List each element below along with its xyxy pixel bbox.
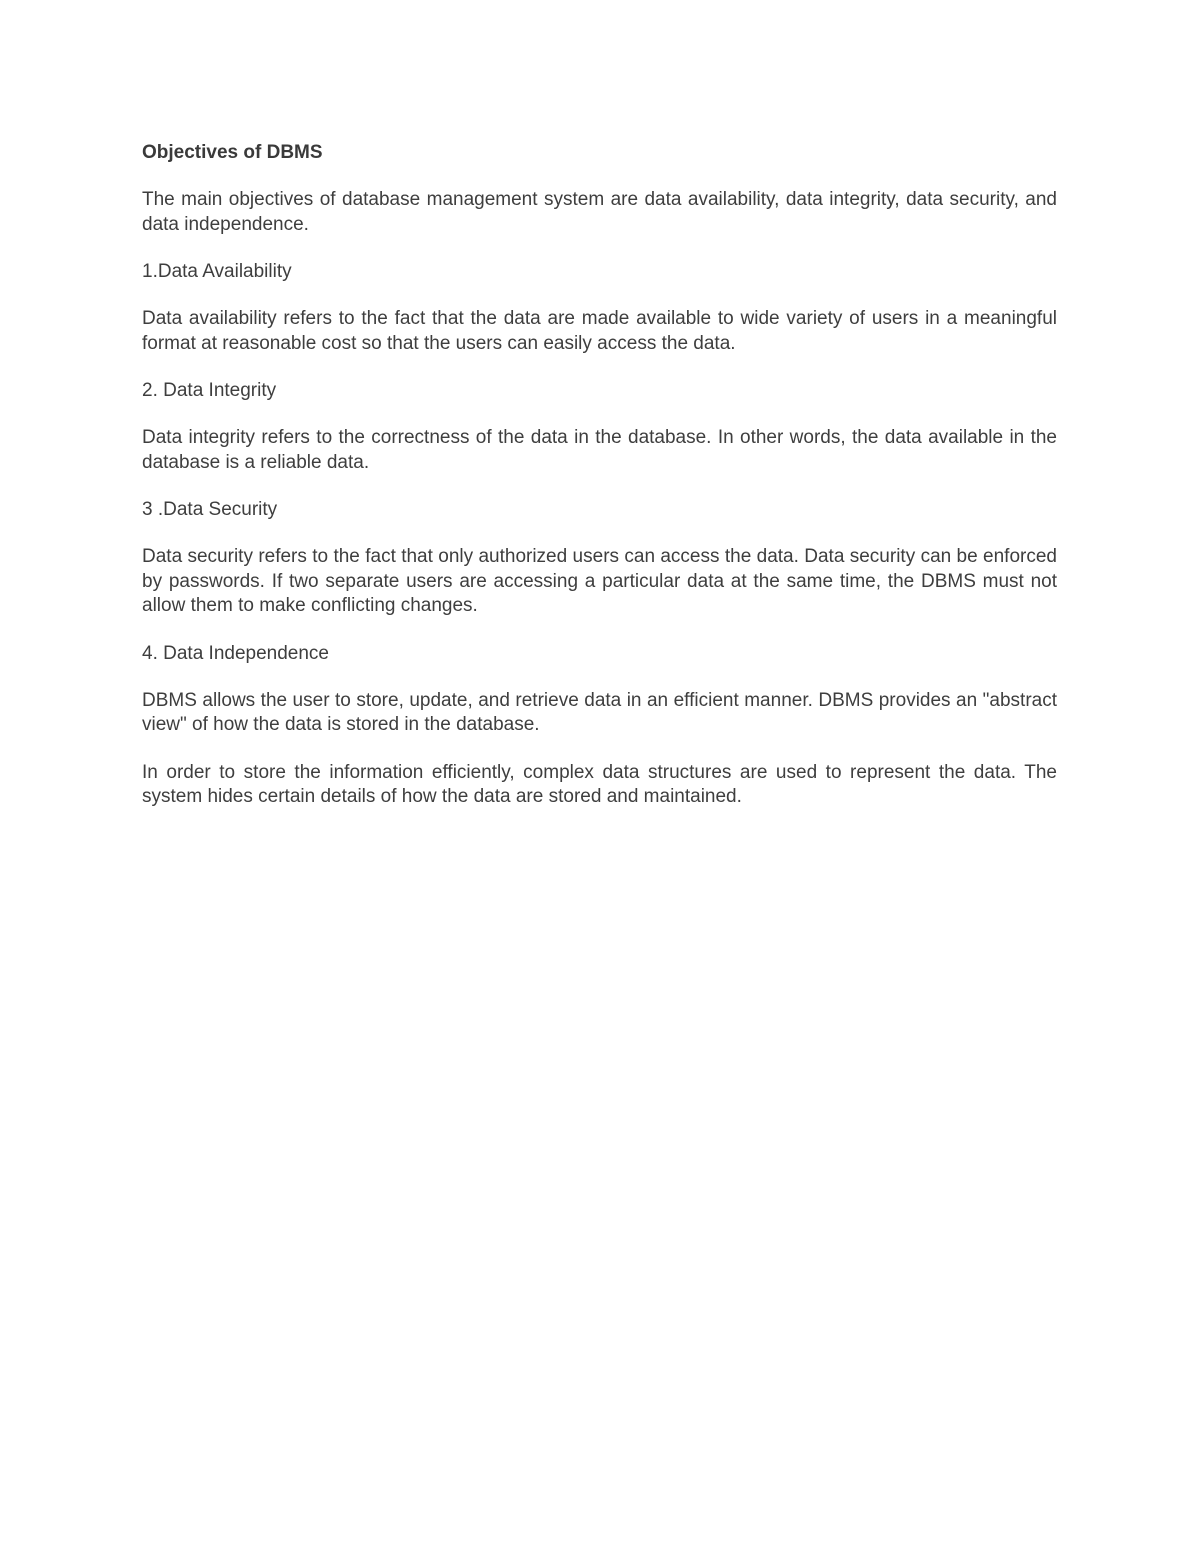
document-body (142, 141, 1057, 833)
intro-paragraph: The main objectives of database management system are data availability, data integrity, data security, and data independence. (142, 189, 1057, 235)
section-paragraph: Data availability refers to the fact that the data are made available to wide variety of users in a meaningful format at reasonable cost so that the users can easily access the data. (142, 308, 1057, 354)
section-heading-data-independence: 4. Data Independence (142, 642, 329, 664)
section-paragraph: Data integrity refers to the correctness of the data in the database. In other words, the data available in the database is a reliable data. (142, 427, 1057, 473)
section-paragraph: Data security refers to the fact that only authorized users can access the data. Data security can be enforced by passwords. If two separate users are accessing a particular data at the same time, the DBMS must not allow them to make conflicting changes. (142, 546, 1057, 616)
document-title: Objectives of DBMS (142, 142, 323, 163)
section-paragraph: DBMS allows the user to store, update, and retrieve data in an efficient manner. DBMS provides an "abstract view" of how the data is stored in the database. (142, 689, 1057, 735)
section-heading-data-availability: 1.Data Availability (142, 261, 292, 282)
section-paragraph: In order to store the information efficiently, complex data structures are used to represent the data. The system hides certain details of how the data are stored and maintained. (142, 761, 1057, 807)
section-heading-data-integrity: 2. Data Integrity (142, 380, 277, 401)
section-heading-data-security: 3 .Data Security (142, 499, 278, 520)
